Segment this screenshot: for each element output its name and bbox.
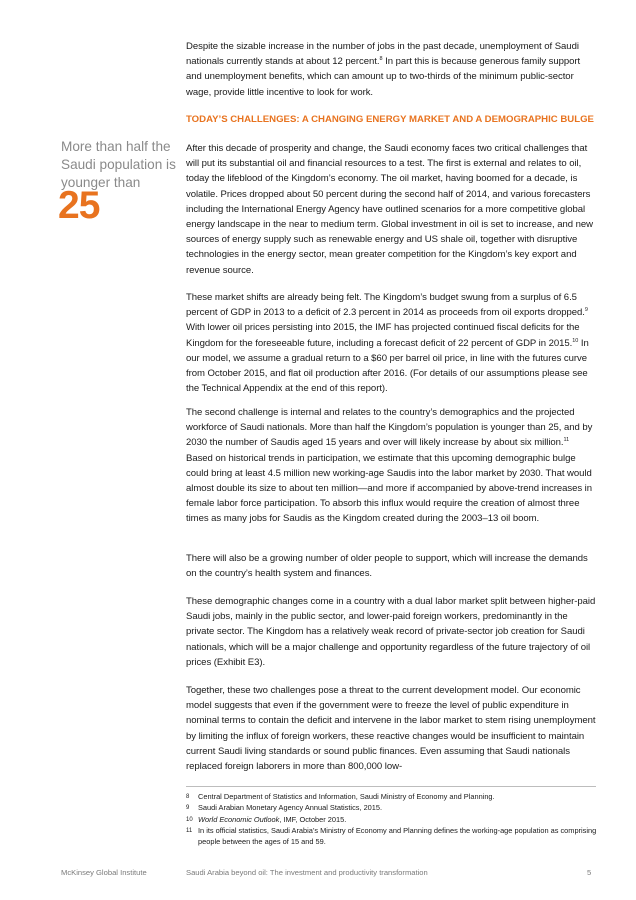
footnote-ref-8[interactable]: 8 bbox=[379, 56, 383, 63]
footnote-ref-11[interactable]: 11 bbox=[563, 437, 570, 444]
section-heading: TODAY’S CHALLENGES: A CHANGING ENERGY MARKET AND A DEMOGRAPHIC BULGE bbox=[186, 114, 594, 125]
footnote-divider bbox=[186, 786, 596, 787]
footnote-9: 9 Saudi Arabian Monetary Agency Annual Statistics, 2015. bbox=[186, 803, 383, 813]
paragraph-unemployment: Despite the sizable increase in the number of jobs in the past decade, unemployment of Saudi nationals currently stands at about 12 percent.$^8$ In part this is because generous family support and unemployment benefits, which can amount up to two-thirds of the minimum public-sector wage, provide little incentive to look for work. bbox=[186, 41, 581, 98]
paragraph-energy-market: After this decade of prosperity and change, the Saudi economy faces two critical challenges that will put its substantial oil and financial resources to a test. The first is external and relates to oil, today the lifeblood of the Kingdom’s economy. The oil market, having boomed for a decade, is volatile. Prices dropped about 50 percent during the second half of 2014, and various forecasters including the International Energy Agency have outlined scenarios for a more competitive global energy landscape in the near to medium term. Global investment in oil is set to increase, and new sources of energy supply such as renewable energy and US shale oil, together with disruptive technologies in the energy sector, mean greater competition for the Kingdom’s key export and revenue source. bbox=[186, 143, 593, 276]
paragraph-development-model: Together, these two challenges pose a threat to the current development model. Our economic model suggests that even if the government were to freeze the level of public expenditure in nominal terms to contain the deficit and intervene in the labor market to stem rising unemployment by limiting the influx of foreign workers, these reactive changes would be insufficient to maintain current Saudi living standards or sound public finances. Even assuming that Saudi nationals replaced foreign laborers in more than 800,000 low- bbox=[186, 685, 596, 773]
footnote-ref-9[interactable]: 9 bbox=[584, 307, 588, 314]
footnote-number: 10 bbox=[186, 816, 193, 823]
paragraph-demographics: The second challenge is internal and relates to the country’s demographics and the projected workforce of Saudi nationals. More than half the Kingdom’s population is younger than 25, and by 2030 the number of Saudis aged 15 years and over will likely increase by about six million.$^{11}$ Based on historical trends in participation, we estimate that this upcoming demographic bulge could bring at least 4.5 million new working-age Saudis into the labor market by 2030. That would almost double its size to about ten million—and more if accompanied by above-trend increases in female labor force participation. To absorb this influx would require the creation of almost three times as many jobs for Saudis as the Kingdom created during the 2003–13 oil boom. bbox=[186, 407, 593, 525]
paragraph-dual-labor-market: These demographic changes come in a country with a dual labor market split between higher-paid Saudi jobs, mainly in the public sector, and lower-paid foreign workers, predominantly in the private sector. The Kingdom has a relatively weak record of private-sector job creation for Saudi nationals, which will be a major challenge and opportunity regardless of the future trajectory of oil prices (Exhibit E3). bbox=[186, 596, 596, 668]
footer-report-title: Saudi Arabia beyond oil: The investment and productivity transformation bbox=[186, 868, 428, 877]
footnote-number: 9 bbox=[186, 805, 190, 812]
footnote-11: 11 In its official statistics, Saudi Arabia’s Ministry of Economy and Planning defines the working-age population as comprising people between the ages of 15 and 59. bbox=[186, 826, 597, 846]
footnote-ref-10[interactable]: 10 bbox=[572, 337, 579, 344]
footer-publisher: McKinsey Global Institute bbox=[61, 868, 147, 877]
page-number: 5 bbox=[587, 868, 592, 877]
footnote-10: 10 World Economic Outlook, IMF, October 2015. bbox=[186, 814, 347, 824]
pull-quote-number: 25 bbox=[58, 184, 100, 227]
footnotes bbox=[186, 792, 598, 848]
footnote-number: 11 bbox=[186, 828, 193, 835]
paragraph-market-shifts: These market shifts are already being felt. The Kingdom’s budget swung from a surplus of 6.5 percent of GDP in 2013 to a deficit of 2.3 percent in 2014 as proceeds from oil exports dropped.$^9$ With lower oil prices persisting into 2015, the IMF has projected continued fiscal deficits for the Kingdom for the foreseeable future, including a forecast deficit of 22 percent of GDP in 2015.10 In our model, we assume a gradual return to a $60 per barrel oil price, in line with the futures curve from October 2015, and flat oil production after 2016. (For details of our assumptions please see the Technical Appendix at the end of this report). bbox=[186, 292, 589, 395]
footnote-8: 8 Central Department of Statistics and Information, Saudi Ministry of Economy and Planning. bbox=[186, 792, 495, 801]
pull-quote-text: More than half the Saudi population is younger than bbox=[61, 139, 176, 190]
paragraph-older-people: There will also be a growing number of older people to support, which will increase the demands on the country’s health system and finances. bbox=[186, 553, 588, 580]
footnote-number: 8 bbox=[186, 794, 190, 800]
